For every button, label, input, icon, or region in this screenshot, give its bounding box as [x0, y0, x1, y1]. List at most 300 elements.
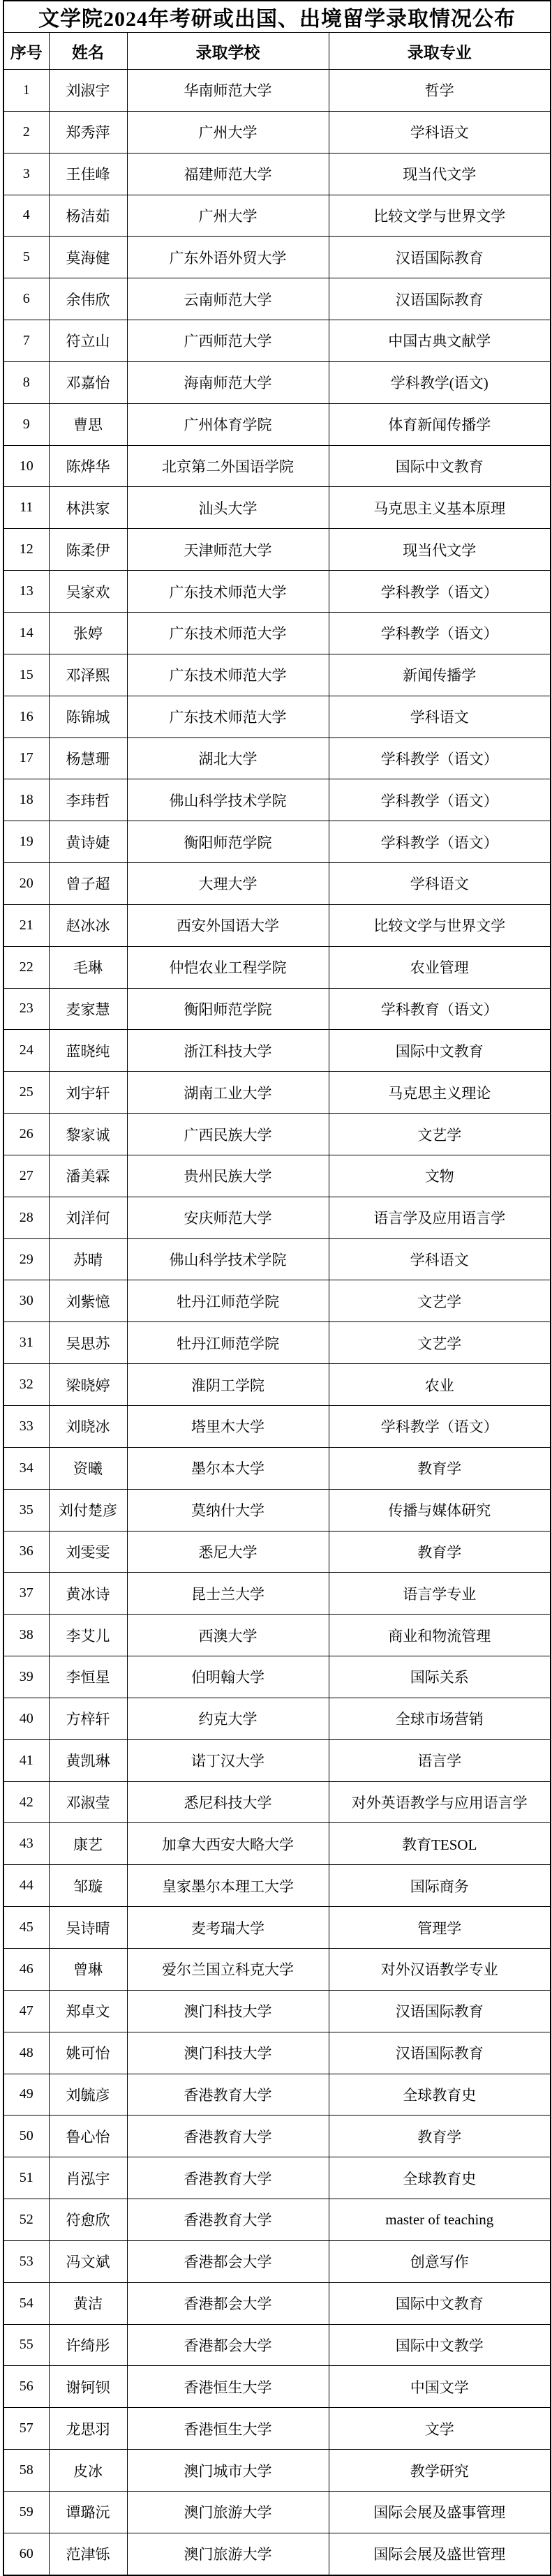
admitted-major-cell: 语言学及应用语言学 — [329, 1197, 551, 1238]
admitted-major-cell: 汉语国际教育 — [329, 237, 551, 278]
row-number-cell: 5 — [3, 237, 49, 278]
table-row — [3, 1656, 551, 1698]
student-name-cell: 许绮彤 — [49, 2324, 127, 2366]
admitted-major-cell: 新闻传播学 — [329, 654, 551, 696]
student-name-cell: 黄凯琳 — [49, 1739, 127, 1781]
table-row — [3, 278, 551, 320]
table-row — [3, 988, 551, 1030]
admitted-school-cell: 皇家墨尔本理工大学 — [127, 1865, 329, 1907]
admitted-school-cell: 爱尔兰国立科克大学 — [127, 1948, 329, 1990]
admitted-major-cell: 语言学专业 — [329, 1573, 551, 1615]
admitted-major-cell: 哲学 — [329, 70, 551, 112]
table-row — [3, 1238, 551, 1280]
row-number-cell: 11 — [3, 487, 49, 529]
row-number-cell: 34 — [3, 1447, 49, 1489]
table-row — [3, 779, 551, 821]
student-name-cell: 陈烨华 — [49, 445, 127, 487]
admitted-school-cell: 香港都会大学 — [127, 2324, 329, 2366]
student-name-cell: 邓泽熙 — [49, 654, 127, 696]
student-name-cell: 曹思 — [49, 403, 127, 445]
table-row — [3, 2116, 551, 2157]
admitted-major-cell: 比较文学与世界文学 — [329, 195, 551, 237]
student-name-cell: 资曦 — [49, 1447, 127, 1489]
admitted-major-cell: 文艺学 — [329, 1280, 551, 1322]
admitted-major-cell: 学科教学（语文） — [329, 571, 551, 613]
row-number-cell: 45 — [3, 1907, 49, 1949]
row-number-cell: 16 — [3, 696, 49, 737]
student-name-cell: 李恒星 — [49, 1656, 127, 1698]
student-name-cell: 方梓轩 — [49, 1698, 127, 1739]
student-name-cell: 莫海健 — [49, 237, 127, 278]
table-row — [3, 696, 551, 737]
admitted-major-cell: 管理学 — [329, 1907, 551, 1949]
admitted-school-cell: 约克大学 — [127, 1698, 329, 1739]
row-number-cell: 43 — [3, 1823, 49, 1865]
student-name-cell: 蓝晓纯 — [49, 1030, 127, 1072]
row-number-cell: 55 — [3, 2324, 49, 2366]
row-number-cell: 32 — [3, 1364, 49, 1406]
admissions-table — [3, 0, 551, 2576]
table-row — [3, 2032, 551, 2074]
table-row — [3, 2157, 551, 2199]
row-number-cell: 46 — [3, 1948, 49, 1990]
admitted-school-cell: 广东技术师范大学 — [127, 571, 329, 613]
page-title: 文学院2024年考研或出国、出境留学录取情况公布 — [3, 1, 551, 33]
admitted-school-cell: 澳门旅游大学 — [127, 2533, 329, 2575]
admitted-school-cell: 澳门科技大学 — [127, 1990, 329, 2032]
admitted-school-cell: 仲恺农业工程学院 — [127, 946, 329, 988]
admitted-major-cell: 全球教育史 — [329, 2074, 551, 2116]
row-number-cell: 7 — [3, 320, 49, 362]
student-name-cell: 黄冰诗 — [49, 1573, 127, 1615]
admitted-major-cell: 国际会展及盛事管理 — [329, 2491, 551, 2533]
student-name-cell: 邹璇 — [49, 1865, 127, 1907]
admitted-school-cell: 澳门城市大学 — [127, 2450, 329, 2492]
student-name-cell: 陈柔伊 — [49, 529, 127, 571]
admitted-major-cell: 创意写作 — [329, 2240, 551, 2282]
student-name-cell: 毛琳 — [49, 946, 127, 988]
admitted-major-cell: 学科教学（语文） — [329, 737, 551, 779]
row-number-cell: 15 — [3, 654, 49, 696]
row-number-cell: 51 — [3, 2157, 49, 2199]
row-number-cell: 24 — [3, 1030, 49, 1072]
admitted-major-cell: 学科教学（语文） — [329, 1406, 551, 1448]
table-row — [3, 612, 551, 654]
row-number-cell: 21 — [3, 904, 49, 946]
student-name-cell: 王佳峰 — [49, 153, 127, 195]
admitted-school-cell: 云南师范大学 — [127, 278, 329, 320]
admitted-school-cell: 塔里木大学 — [127, 1406, 329, 1448]
table-row — [3, 1531, 551, 1573]
row-number-cell: 58 — [3, 2450, 49, 2492]
table-row — [3, 320, 551, 362]
admitted-school-cell: 香港教育大学 — [127, 2074, 329, 2116]
student-name-cell: 刘付楚彦 — [49, 1489, 127, 1531]
table-row — [3, 1573, 551, 1615]
table-row — [3, 2074, 551, 2116]
row-number-cell: 60 — [3, 2533, 49, 2575]
student-name-cell: 康艺 — [49, 1823, 127, 1865]
admitted-major-cell: 国际中文教育 — [329, 2282, 551, 2324]
row-number-cell: 26 — [3, 1114, 49, 1155]
admitted-major-cell: 教学研究 — [329, 2450, 551, 2492]
admitted-major-cell: 文艺学 — [329, 1322, 551, 1364]
student-name-cell: 刘晓冰 — [49, 1406, 127, 1448]
admitted-major-cell: 商业和物流管理 — [329, 1615, 551, 1656]
row-number-cell: 12 — [3, 529, 49, 571]
admitted-major-cell: 教育TESOL — [329, 1823, 551, 1865]
student-name-cell: 郑秀萍 — [49, 111, 127, 153]
admitted-school-cell: 广州体育学院 — [127, 403, 329, 445]
row-number-cell: 59 — [3, 2491, 49, 2533]
admitted-school-cell: 北京第二外国语学院 — [127, 445, 329, 487]
table-row — [3, 946, 551, 988]
table-row — [3, 1322, 551, 1364]
student-name-cell: 麦家慧 — [49, 988, 127, 1030]
column-header-major: 录取专业 — [329, 33, 551, 70]
admitted-school-cell: 福建师范大学 — [127, 153, 329, 195]
row-number-cell: 37 — [3, 1573, 49, 1615]
table-row — [3, 529, 551, 571]
admitted-school-cell: 西澳大学 — [127, 1615, 329, 1656]
row-number-cell: 49 — [3, 2074, 49, 2116]
admitted-school-cell: 加拿大西安大略大学 — [127, 1823, 329, 1865]
table-row — [3, 445, 551, 487]
student-name-cell: 曾琳 — [49, 1948, 127, 1990]
row-number-cell: 31 — [3, 1322, 49, 1364]
student-name-cell: 刘宇轩 — [49, 1072, 127, 1114]
row-number-cell: 50 — [3, 2116, 49, 2157]
admitted-school-cell: 香港都会大学 — [127, 2282, 329, 2324]
admitted-school-cell: 广东技术师范大学 — [127, 612, 329, 654]
row-number-cell: 52 — [3, 2199, 49, 2241]
student-name-cell: 赵冰冰 — [49, 904, 127, 946]
admitted-school-cell: 华南师范大学 — [127, 70, 329, 112]
student-name-cell: 符立山 — [49, 320, 127, 362]
student-name-cell: 谭璐沅 — [49, 2491, 127, 2533]
table-row — [3, 2450, 551, 2492]
table-row — [3, 153, 551, 195]
table-row — [3, 1447, 551, 1489]
student-name-cell: 邓嘉怡 — [49, 361, 127, 403]
table-row — [3, 1865, 551, 1907]
admitted-major-cell: 汉语国际教育 — [329, 1990, 551, 2032]
student-name-cell: 杨慧珊 — [49, 737, 127, 779]
row-number-cell: 39 — [3, 1656, 49, 1698]
student-name-cell: 李艾儿 — [49, 1615, 127, 1656]
admitted-school-cell: 广州大学 — [127, 111, 329, 153]
table-row — [3, 904, 551, 946]
admitted-school-cell: 佛山科学技术学院 — [127, 1238, 329, 1280]
student-name-cell: 吴思苏 — [49, 1322, 127, 1364]
admitted-school-cell: 墨尔本大学 — [127, 1447, 329, 1489]
row-number-cell: 23 — [3, 988, 49, 1030]
table-row — [3, 1114, 551, 1155]
table-row — [3, 2533, 551, 2575]
row-number-cell: 33 — [3, 1406, 49, 1448]
admitted-school-cell: 牡丹江师范学院 — [127, 1280, 329, 1322]
row-number-cell: 13 — [3, 571, 49, 613]
admitted-school-cell: 安庆师范大学 — [127, 1197, 329, 1238]
student-name-cell: 曾子超 — [49, 863, 127, 905]
admitted-school-cell: 香港恒生大学 — [127, 2366, 329, 2408]
student-name-cell: 郑卓文 — [49, 1990, 127, 2032]
row-number-cell: 14 — [3, 612, 49, 654]
row-number-cell: 9 — [3, 403, 49, 445]
admitted-school-cell: 海南师范大学 — [127, 361, 329, 403]
admitted-school-cell: 香港恒生大学 — [127, 2408, 329, 2450]
row-number-cell: 29 — [3, 1238, 49, 1280]
admitted-school-cell: 广东技术师范大学 — [127, 696, 329, 737]
admitted-major-cell: 学科语文 — [329, 696, 551, 737]
admitted-major-cell: 比较文学与世界文学 — [329, 904, 551, 946]
admitted-major-cell: 国际关系 — [329, 1656, 551, 1698]
admitted-school-cell: 麦考瑞大学 — [127, 1907, 329, 1949]
admitted-major-cell: 教育学 — [329, 1531, 551, 1573]
table-row — [3, 361, 551, 403]
row-number-cell: 53 — [3, 2240, 49, 2282]
student-name-cell: 刘洋何 — [49, 1197, 127, 1238]
admitted-school-cell: 昆士兰大学 — [127, 1573, 329, 1615]
student-name-cell: 陈锦城 — [49, 696, 127, 737]
table-row — [3, 1739, 551, 1781]
admitted-school-cell: 悉尼大学 — [127, 1531, 329, 1573]
row-number-cell: 4 — [3, 195, 49, 237]
row-number-cell: 30 — [3, 1280, 49, 1322]
student-name-cell: 林洪家 — [49, 487, 127, 529]
table-row — [3, 1823, 551, 1865]
admitted-school-cell: 湖北大学 — [127, 737, 329, 779]
admitted-major-cell: 全球市场营销 — [329, 1698, 551, 1739]
student-name-cell: 苏晴 — [49, 1238, 127, 1280]
admitted-school-cell: 香港教育大学 — [127, 2199, 329, 2241]
student-name-cell: 刘淑宇 — [49, 70, 127, 112]
row-number-cell: 57 — [3, 2408, 49, 2450]
student-name-cell: 张婷 — [49, 612, 127, 654]
admitted-major-cell: 文艺学 — [329, 1114, 551, 1155]
table-row — [3, 2491, 551, 2533]
admitted-major-cell: 学科教育（语文） — [329, 988, 551, 1030]
row-number-cell: 40 — [3, 1698, 49, 1739]
row-number-cell: 35 — [3, 1489, 49, 1531]
table-row — [3, 195, 551, 237]
table-row — [3, 237, 551, 278]
admitted-major-cell: 对外英语教学与应用语言学 — [329, 1781, 551, 1823]
row-number-cell: 8 — [3, 361, 49, 403]
row-number-cell: 3 — [3, 153, 49, 195]
row-number-cell: 27 — [3, 1155, 49, 1197]
admitted-major-cell: 现当代文学 — [329, 153, 551, 195]
row-number-cell: 38 — [3, 1615, 49, 1656]
admitted-school-cell: 佛山科学技术学院 — [127, 779, 329, 821]
student-name-cell: 杨洁茹 — [49, 195, 127, 237]
admitted-major-cell: 汉语国际教育 — [329, 2032, 551, 2074]
admitted-major-cell: 国际会展及盛世管理 — [329, 2533, 551, 2575]
table-row — [3, 821, 551, 863]
student-name-cell: 刘毓彦 — [49, 2074, 127, 2116]
row-number-cell: 18 — [3, 779, 49, 821]
student-name-cell: 刘雯雯 — [49, 1531, 127, 1573]
admitted-major-cell: 学科教学（语文） — [329, 779, 551, 821]
admitted-school-cell: 香港都会大学 — [127, 2240, 329, 2282]
table-row — [3, 1907, 551, 1949]
admitted-school-cell: 淮阴工学院 — [127, 1364, 329, 1406]
student-name-cell: 刘紫憶 — [49, 1280, 127, 1322]
student-name-cell: 姚可怡 — [49, 2032, 127, 2074]
row-number-cell: 42 — [3, 1781, 49, 1823]
admitted-school-cell: 广东技术师范大学 — [127, 654, 329, 696]
admitted-major-cell: 马克思主义理论 — [329, 1072, 551, 1114]
admitted-school-cell: 莫纳什大学 — [127, 1489, 329, 1531]
row-number-cell: 17 — [3, 737, 49, 779]
admitted-major-cell: 传播与媒体研究 — [329, 1489, 551, 1531]
admitted-major-cell: 文学 — [329, 2408, 551, 2450]
student-name-cell: 余伟欣 — [49, 278, 127, 320]
admitted-major-cell: 体育新闻传播学 — [329, 403, 551, 445]
student-name-cell: 李玮哲 — [49, 779, 127, 821]
column-header-no: 序号 — [3, 33, 49, 70]
table-row — [3, 571, 551, 613]
row-number-cell: 56 — [3, 2366, 49, 2408]
admitted-major-cell: 现当代文学 — [329, 529, 551, 571]
column-header-name: 姓名 — [49, 33, 127, 70]
table-row — [3, 2408, 551, 2450]
admitted-major-cell: 国际中文教育 — [329, 445, 551, 487]
row-number-cell: 20 — [3, 863, 49, 905]
admitted-school-cell: 广西民族大学 — [127, 1114, 329, 1155]
table-row — [3, 1155, 551, 1197]
admitted-major-cell: 学科语文 — [329, 1238, 551, 1280]
student-name-cell: 范津铄 — [49, 2533, 127, 2575]
admitted-major-cell: 学科教学（语文） — [329, 612, 551, 654]
row-number-cell: 41 — [3, 1739, 49, 1781]
table-row — [3, 1615, 551, 1656]
table-row — [3, 1030, 551, 1072]
table-row — [3, 1197, 551, 1238]
admitted-school-cell: 衡阳师范学院 — [127, 821, 329, 863]
row-number-cell: 25 — [3, 1072, 49, 1114]
admitted-major-cell: 国际中文教学 — [329, 2324, 551, 2366]
admitted-school-cell: 澳门旅游大学 — [127, 2491, 329, 2533]
student-name-cell: 皮冰 — [49, 2450, 127, 2492]
admitted-major-cell: 文物 — [329, 1155, 551, 1197]
admitted-major-cell: 马克思主义基本原理 — [329, 487, 551, 529]
table-row — [3, 2366, 551, 2408]
admitted-major-cell: 国际中文教育 — [329, 1030, 551, 1072]
admitted-major-cell: 全球教育史 — [329, 2157, 551, 2199]
admitted-major-cell: 中国文学 — [329, 2366, 551, 2408]
student-name-cell: 冯文斌 — [49, 2240, 127, 2282]
admitted-major-cell: 语言学 — [329, 1739, 551, 1781]
table-row — [3, 2240, 551, 2282]
admitted-school-cell: 浙江科技大学 — [127, 1030, 329, 1072]
admitted-school-cell: 天津师范大学 — [127, 529, 329, 571]
admitted-school-cell: 伯明翰大学 — [127, 1656, 329, 1698]
table-row — [3, 1280, 551, 1322]
admitted-major-cell: 学科语文 — [329, 111, 551, 153]
table-row — [3, 654, 551, 696]
table-row — [3, 70, 551, 112]
column-header-school: 录取学校 — [127, 33, 329, 70]
row-number-cell: 19 — [3, 821, 49, 863]
row-number-cell: 28 — [3, 1197, 49, 1238]
admitted-school-cell: 广东外语外贸大学 — [127, 237, 329, 278]
admitted-school-cell: 汕头大学 — [127, 487, 329, 529]
row-number-cell: 1 — [3, 70, 49, 112]
admitted-major-cell: 中国古典文献学 — [329, 320, 551, 362]
row-number-cell: 54 — [3, 2282, 49, 2324]
admitted-school-cell: 诺丁汉大学 — [127, 1739, 329, 1781]
admitted-major-cell: 学科语文 — [329, 863, 551, 905]
admitted-major-cell: 对外汉语教学专业 — [329, 1948, 551, 1990]
admitted-major-cell: 学科教学（语文） — [329, 821, 551, 863]
admitted-school-cell: 澳门科技大学 — [127, 2032, 329, 2074]
admitted-school-cell: 悉尼科技大学 — [127, 1781, 329, 1823]
student-name-cell: 吴家欢 — [49, 571, 127, 613]
student-name-cell: 符愈欣 — [49, 2199, 127, 2241]
admitted-major-cell: 教育学 — [329, 2116, 551, 2157]
row-number-cell: 10 — [3, 445, 49, 487]
table-row — [3, 487, 551, 529]
row-number-cell: 22 — [3, 946, 49, 988]
admitted-major-cell: 农业 — [329, 1364, 551, 1406]
table-row — [3, 1990, 551, 2032]
table-row — [3, 1698, 551, 1739]
row-number-cell: 6 — [3, 278, 49, 320]
admitted-school-cell: 牡丹江师范学院 — [127, 1322, 329, 1364]
admitted-school-cell: 香港教育大学 — [127, 2157, 329, 2199]
table-row — [3, 863, 551, 905]
student-name-cell: 鲁心怡 — [49, 2116, 127, 2157]
student-name-cell: 肖泓宇 — [49, 2157, 127, 2199]
admitted-school-cell: 广西师范大学 — [127, 320, 329, 362]
admitted-major-cell: 教育学 — [329, 1447, 551, 1489]
row-number-cell: 36 — [3, 1531, 49, 1573]
student-name-cell: 吴诗晴 — [49, 1907, 127, 1949]
table-row — [3, 111, 551, 153]
table-row — [3, 1948, 551, 1990]
student-name-cell: 黎家诚 — [49, 1114, 127, 1155]
student-name-cell: 邓淑莹 — [49, 1781, 127, 1823]
admitted-school-cell: 衡阳师范学院 — [127, 988, 329, 1030]
admitted-school-cell: 西安外国语大学 — [127, 904, 329, 946]
admitted-major-cell: 农业管理 — [329, 946, 551, 988]
table-body — [3, 70, 551, 2575]
table-row — [3, 1072, 551, 1114]
admitted-major-cell: 汉语国际教育 — [329, 278, 551, 320]
row-number-cell: 2 — [3, 111, 49, 153]
table-row — [3, 403, 551, 445]
admitted-major-cell: master of teaching — [329, 2199, 551, 2241]
student-name-cell: 梁晓婷 — [49, 1364, 127, 1406]
student-name-cell: 龙思羽 — [49, 2408, 127, 2450]
table-row — [3, 2324, 551, 2366]
admitted-school-cell: 广州大学 — [127, 195, 329, 237]
admitted-school-cell: 香港教育大学 — [127, 2116, 329, 2157]
student-name-cell: 黄洁 — [49, 2282, 127, 2324]
table-row — [3, 1364, 551, 1406]
student-name-cell: 黄诗婕 — [49, 821, 127, 863]
table-row — [3, 1489, 551, 1531]
admitted-major-cell: 学科教学(语文) — [329, 361, 551, 403]
table-row — [3, 2199, 551, 2241]
admitted-major-cell: 国际商务 — [329, 1865, 551, 1907]
table-row — [3, 2282, 551, 2324]
table-row — [3, 1781, 551, 1823]
admitted-school-cell: 湖南工业大学 — [127, 1072, 329, 1114]
row-number-cell: 44 — [3, 1865, 49, 1907]
admitted-school-cell: 贵州民族大学 — [127, 1155, 329, 1197]
